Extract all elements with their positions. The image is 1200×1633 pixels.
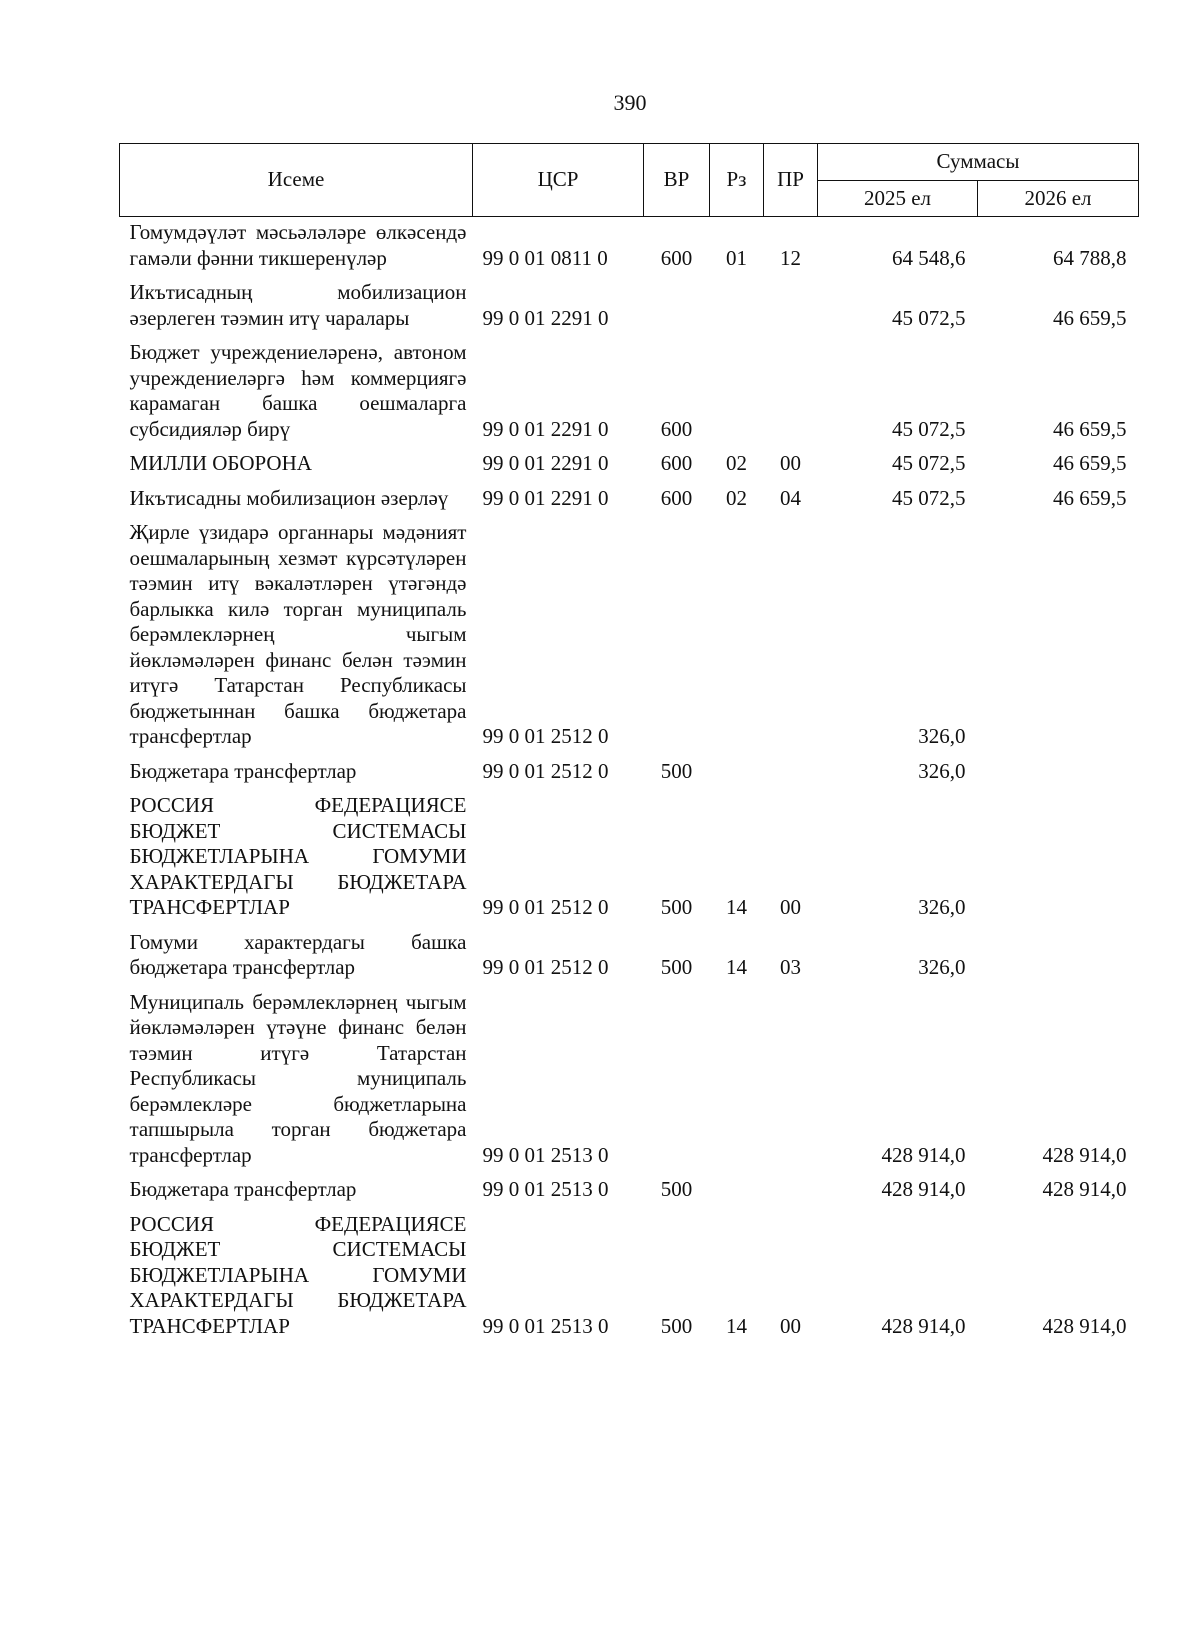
table-row [120,280,1139,340]
table-row [120,340,1139,451]
table-row [120,520,1139,759]
page-number: 390 [613,90,647,115]
row-csr-cell: 99 0 01 2513 0 [482,1177,609,1201]
row-vr-cell: 600 [660,245,693,270]
row-2025-amount: 45 072,5 [892,485,966,510]
row-2026-amount: 46 659,5 [1053,451,1127,475]
budget-table [119,143,1139,1348]
row-name-cell: РОССИЯ ФЕДЕРАЦИЯСЕ БЮДЖЕТ СИСТЕМАСЫ БЮДЖЕТЛАРЫНА ГОМУМИ ХАРАКТЕРДАГЫ БЮДЖЕТАРА ТРАНСФЕРТЛАР [129,1211,467,1338]
row-pr-cell [764,759,818,794]
header-year-2025: 2025 ел [818,181,978,217]
row-pr-cell: 00 [780,895,801,919]
row-2026-amount: 46 659,5 [1053,485,1127,510]
row-2025-amount: 326,0 [918,895,966,919]
row-rz-cell [710,340,764,451]
row-2025-amount: 64 548,6 [892,245,966,270]
row-2025-amount: 45 072,5 [892,451,966,475]
row-rz-cell: 14 [726,1313,747,1338]
row-vr-cell: 500 [660,955,693,979]
row-pr-cell: 12 [780,245,801,270]
table-row [120,759,1139,794]
header-sums: Суммасы [818,144,1139,181]
row-rz-cell [710,280,764,340]
row-vr-cell [644,280,710,340]
row-2025-amount: 428 914,0 [881,1142,966,1167]
header-year-2026: 2026 ел [978,181,1139,217]
table-row [120,486,1139,521]
row-vr-cell: 500 [660,1177,693,1201]
row-vr-cell: 500 [660,895,693,919]
row-pr-cell: 00 [780,451,801,475]
row-2026-amount: 46 659,5 [1053,416,1127,441]
row-csr-cell: 99 0 01 2513 0 [482,1313,609,1338]
row-rz-cell: 01 [726,245,747,270]
row-vr-cell: 500 [660,758,693,783]
row-2025-amount: 326,0 [918,724,966,748]
row-name-cell: Җирле үзидарә органнары мәдәният оешмаларының хезмәт күрсәтүләрен тәэмин итү вәкаләтләрен үтәгәндә барлыкка килә торган муниципаль берәмлекләрнең чыгым йөкләмәләрен финанс белән тәэмин итүгә Татарстан Республикасы бюджетыннан башка бюджетара трансфертлар [129,520,467,748]
row-2025-amount: 428 914,0 [881,1313,966,1338]
row-csr-cell: 99 0 01 2291 0 [482,485,609,510]
row-2025-amount: 326,0 [918,955,966,979]
table-row [120,1212,1139,1349]
row-csr-cell: 99 0 01 2512 0 [482,724,609,748]
table-row [120,793,1139,930]
table-body [120,217,1139,1349]
row-vr-cell: 500 [660,1313,693,1338]
row-2025-amount: 428 914,0 [881,1177,966,1201]
row-rz-cell [710,520,764,759]
row-rz-cell [710,1177,764,1212]
header-name: Исеме [120,144,473,217]
row-rz-cell: 02 [726,485,747,510]
row-csr-cell: 99 0 01 0811 0 [482,245,608,270]
row-name-cell: Икътисадны мобилизацион әзерләү [129,485,449,510]
row-2025-amount: 45 072,5 [892,416,966,441]
row-csr-cell: 99 0 01 2512 0 [482,895,609,919]
row-2026-amount [978,759,1139,794]
row-rz-cell [710,990,764,1178]
row-rz-cell: 14 [726,895,747,919]
row-2026-amount: 428 914,0 [1042,1313,1127,1338]
header-pr: ПР [764,144,818,217]
header-vr: ВР [644,144,710,217]
table-row [120,1177,1139,1212]
row-name-cell: Икътисадның мобилизацион әзерлеген тәэмин итү чаралары [129,280,467,330]
row-csr-cell: 99 0 01 2512 0 [482,955,609,979]
table-row [120,990,1139,1178]
row-pr-cell: 04 [780,485,801,510]
row-rz-cell: 02 [726,451,747,475]
row-vr-cell [644,990,710,1178]
row-2025-amount: 45 072,5 [892,305,966,330]
row-csr-cell: 99 0 01 2512 0 [482,758,609,783]
row-name-cell: Бюджетара трансфертлар [129,758,357,783]
row-2026-amount: 428 914,0 [1042,1177,1127,1201]
row-vr-cell: 600 [660,416,693,441]
row-csr-cell: 99 0 01 2291 0 [482,305,609,330]
row-name-cell: Бюджет учреждениеләренә, автоном учреждениеләргә һәм коммерциягә карамаган башка оешмаларга субсидияләр бирү [129,340,467,441]
row-name-cell: Бюджетара трансфертлар [129,1177,357,1201]
row-2026-amount: 64 788,8 [1053,245,1127,270]
row-rz-cell: 14 [726,955,747,979]
row-vr-cell: 600 [660,485,693,510]
row-vr-cell [644,520,710,759]
row-vr-cell: 600 [660,451,693,475]
row-pr-cell: 03 [780,955,801,979]
row-pr-cell [764,340,818,451]
table-row [120,217,1139,281]
header-csr: ЦСР [473,144,644,217]
row-2026-amount [978,793,1139,930]
row-pr-cell [764,990,818,1178]
row-name-cell: Гомуми характердагы башка бюджетара трансфертлар [129,929,467,979]
row-2025-amount: 326,0 [918,758,966,783]
row-pr-cell [764,520,818,759]
row-pr-cell [764,280,818,340]
row-2026-amount: 46 659,5 [1053,305,1127,330]
row-2026-amount: 428 914,0 [1042,1142,1127,1167]
row-2026-amount [978,520,1139,759]
table-row [120,930,1139,990]
row-csr-cell: 99 0 01 2291 0 [482,416,609,441]
table-header [120,144,1139,217]
table-row [120,451,1139,486]
row-pr-cell: 00 [780,1313,801,1338]
row-name-cell: РОССИЯ ФЕДЕРАЦИЯСЕ БЮДЖЕТ СИСТЕМАСЫ БЮДЖЕТЛАРЫНА ГОМУМИ ХАРАКТЕРДАГЫ БЮДЖЕТАРА ТРАНСФЕРТЛАР [129,793,467,919]
row-name-cell: Гомумдәүләт мәсьәләләре өлкәсендә гамәли фәнни тикшеренүләр [129,220,467,270]
row-csr-cell: 99 0 01 2291 0 [482,451,609,475]
header-rz: Рз [710,144,764,217]
row-name-cell: МИЛЛИ ОБОРОНА [129,451,312,475]
row-2026-amount [978,930,1139,990]
row-rz-cell [710,759,764,794]
row-csr-cell: 99 0 01 2513 0 [482,1142,609,1167]
row-name-cell: Муниципаль берәмлекләрнең чыгым йөкләмәләрен үтәүне финанс белән тәэмин итүгә Татарстан Республикасы муниципаль берәмлекләре бюджетларына тапшырыла торган бюджетара трансфертлар [129,989,467,1167]
row-pr-cell [764,1177,818,1212]
